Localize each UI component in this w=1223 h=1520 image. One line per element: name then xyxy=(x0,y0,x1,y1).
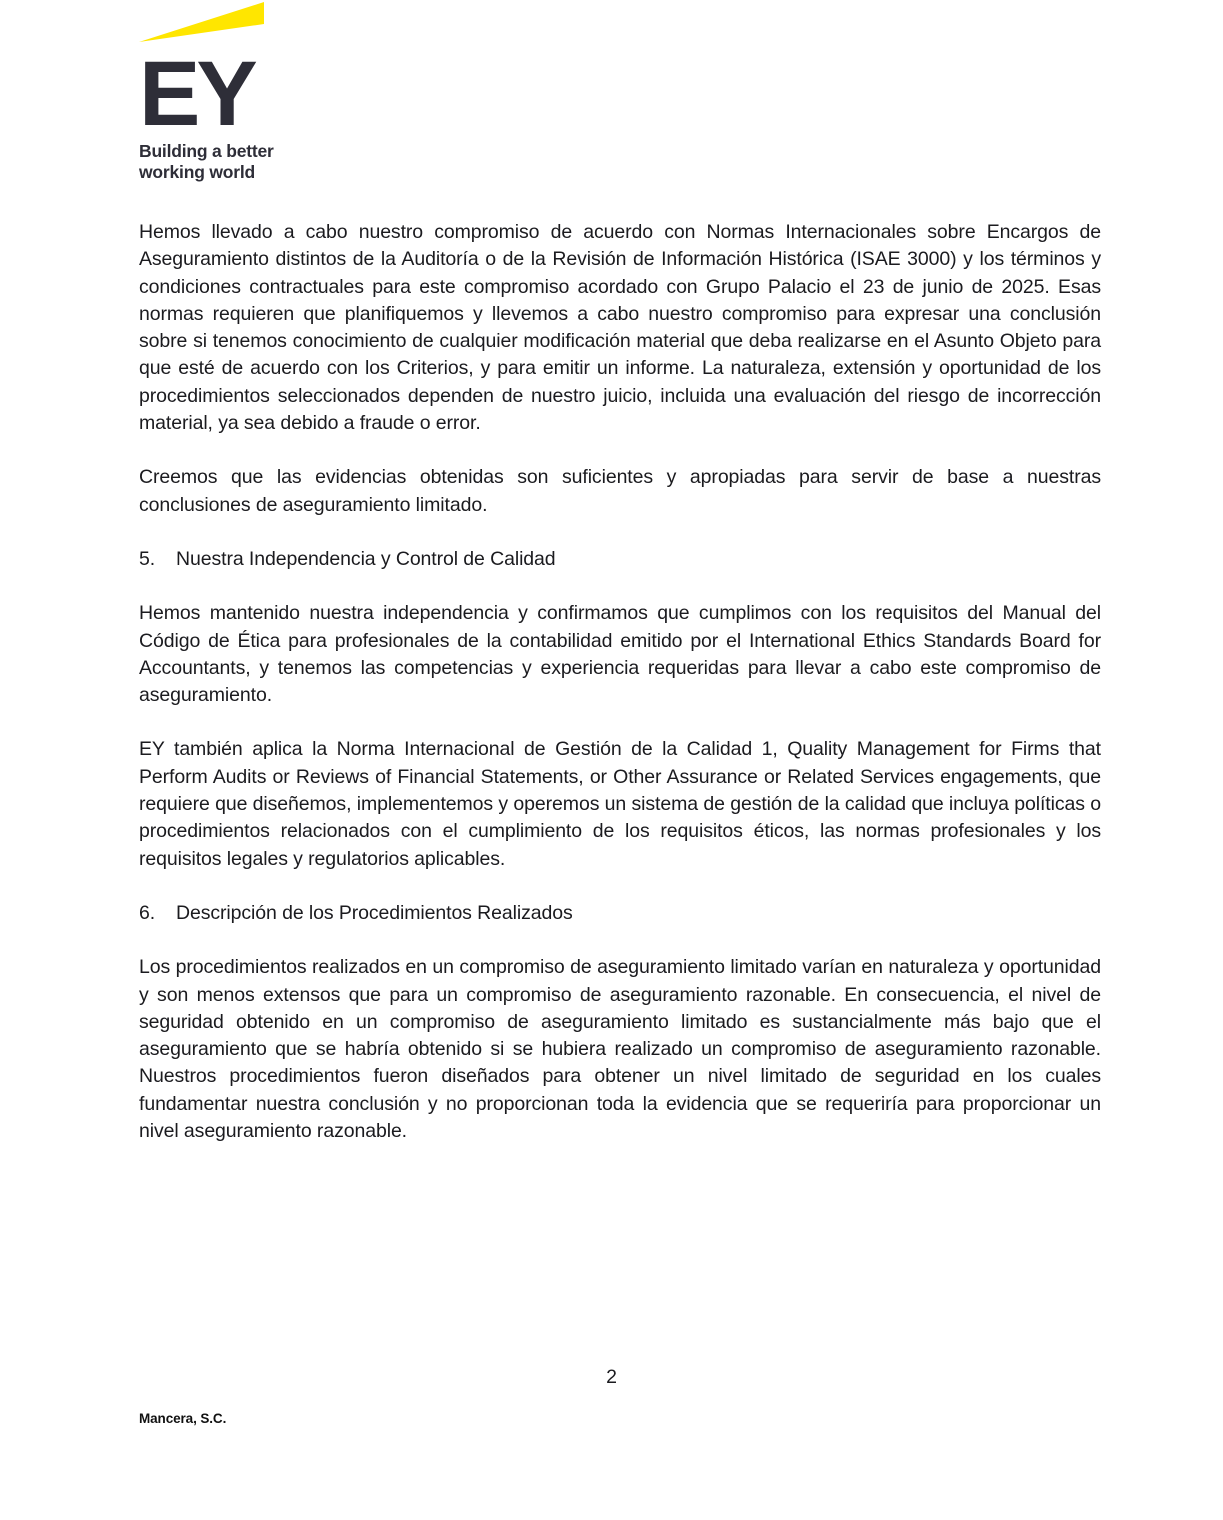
document-body xyxy=(139,219,1101,1172)
paragraph-limited-assurance: Los procedimientos realizados en un compromiso de aseguramiento limitado varían en naturaleza y oportunidad y son menos extensos que para un compromiso de aseguramiento razonable. En consecuencia, el nivel de seguridad obtenido en un compromiso de aseguramiento limitado es sustancialmente más bajo que el aseguramiento que se habría obtenido si se hubiera realizado un compromiso de aseguramiento razonable. Nuestros procedimientos fueron diseñados para obtener un nivel limitado de seguridad en los cuales fundamentar nuestra conclusión y no proporcionan toda la evidencia que se requeriría para proporcionar un nivel aseguramiento razonable. xyxy=(139,956,1101,1143)
paragraph-evidence-sufficiency: Creemos que las evidencias obtenidas son suficientes y apropiadas para servir de base a nuestras conclusiones de aseguramiento limitado. xyxy=(139,466,1101,516)
paragraph-quality-management: EY también aplica la Norma Internacional de Gestión de la Calidad 1, Quality Management for Firms that Perform Audits or Reviews of Financial Statements, or Other Assurance or Related Services engagements, que requiere que diseñemos, implementemos y operemos un sistema de gestión de la calidad que incluya políticas o procedimientos relacionados con el cumplimiento de los requisitos éticos, las normas profesionales y los requisitos legales y regulatorios aplicables. xyxy=(139,738,1101,870)
ey-beam-icon xyxy=(139,2,264,44)
firm-name: Mancera, S.C. xyxy=(139,1411,227,1426)
section-title: Descripción de los Procedimientos Realizados xyxy=(176,901,573,924)
section-heading-procedures xyxy=(139,900,1101,927)
ey-tagline-line1: Building a better xyxy=(139,141,274,161)
ey-tagline xyxy=(139,141,439,183)
section-number: 6. xyxy=(139,901,156,924)
paragraph-ethics-code: Hemos mantenido nuestra independencia y confirmamos que cumplimos con los requisitos del Manual del Código de Ética para profesionales de la contabilidad emitido por el International Ethics Standards Board for Accountants, y tenemos las competencias y experiencia requeridas para llevar a cabo este compromiso de aseguramiento. xyxy=(139,602,1101,707)
section-number: 5. xyxy=(139,547,156,570)
section-title: Nuestra Independencia y Control de Calidad xyxy=(176,547,556,570)
section-heading-independence xyxy=(139,546,1101,573)
ey-logo xyxy=(139,2,439,183)
ey-logo-text: EY xyxy=(139,43,254,145)
page-number: 2 xyxy=(606,1366,617,1388)
ey-tagline-line2: working world xyxy=(139,162,256,182)
paragraph-isae-standards: Hemos llevado a cabo nuestro compromiso de acuerdo con Normas Internacionales sobre Encargos de Aseguramiento distintos de la Auditoría o de la Revisión de Información Histórica (ISAE 3000) y los términos y condiciones contractuales para este compromiso acordado con Grupo Palacio el 23 de junio de 2025. Esas normas requieren que planifiquemos y llevemos a cabo nuestro compromiso para expresar una conclusión sobre si tenemos conocimiento de cualquier modificación material que deba realizarse en el Asunto Objeto para que esté de acuerdo con los Criterios, y para emitir un informe. La naturaleza, extensión y oportunidad de los procedimientos seleccionados dependen de nuestro juicio, incluida una evaluación del riesgo de incorrección material, ya sea debido a fraude o error. xyxy=(139,221,1101,435)
